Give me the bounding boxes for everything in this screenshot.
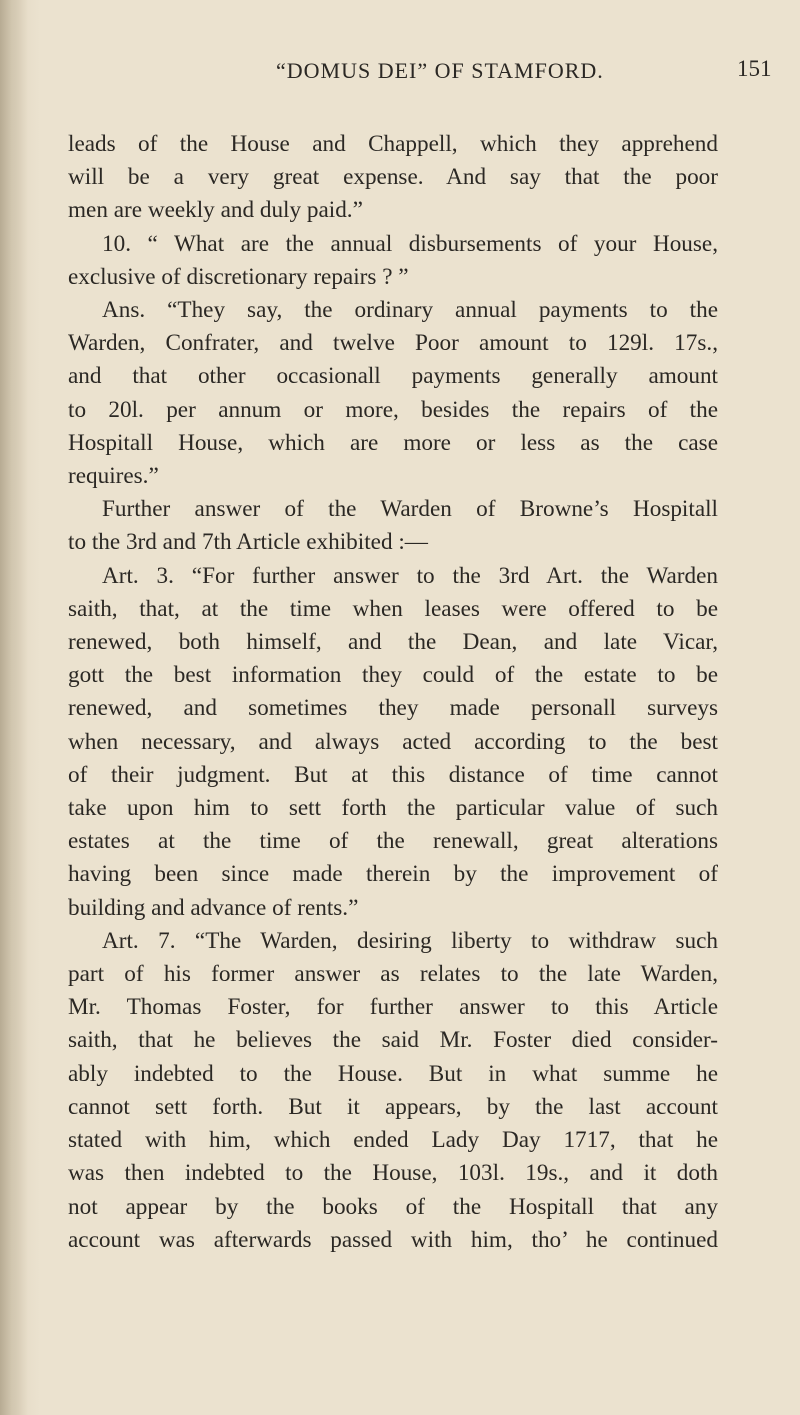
text-line: when necessary, and always acted according to the best <box>68 728 718 755</box>
text-line: cannot sett forth. But it appears, by the last account <box>68 1093 718 1120</box>
text-line: Warden, Confrater, and twelve Poor amount to 129l. 17s., <box>68 330 718 357</box>
text-line: of their judgment. But at this distance of time cannot <box>68 761 718 788</box>
text-line: Further answer of the Warden of Browne’s Hospitall <box>102 496 718 523</box>
text-line: saith, that, at the time when leases were offered to be <box>68 595 718 622</box>
text-line: Art. 3. “For further answer to the 3rd Art. the Warden <box>102 562 718 589</box>
body-text <box>68 128 718 1257</box>
text-line: ably indebted to the House. But in what summe he <box>68 1060 718 1087</box>
text-line: renewed, and sometimes they made personall surveys <box>68 695 718 722</box>
text-line: exclusive of discretionary repairs ? ” <box>68 263 409 290</box>
text-line: gott the best information they could of the estate to be <box>68 662 718 689</box>
running-head-title: “DOMUS DEI” OF STAMFORD. <box>276 58 604 83</box>
text-line: will be a very great expense. And say that the poor <box>68 164 718 191</box>
text-line: stated with him, which ended Lady Day 1717, that he <box>68 1127 718 1154</box>
text-line: men are weekly and duly paid.” <box>68 197 363 224</box>
text-line: building and advance of rents.” <box>68 894 359 921</box>
text-line: Mr. Thomas Foster, for further answer to this Article <box>68 994 718 1021</box>
text-line: leads of the House and Chappell, which they apprehend <box>68 131 718 157</box>
text-line: to the 3rd and 7th Article exhibited :— <box>68 529 428 556</box>
binding-gutter <box>0 0 28 1415</box>
text-line: Hospitall House, which are more or less as the case <box>68 429 718 456</box>
text-line: having been since made therein by the improvement of <box>68 861 718 888</box>
text-line: and that other occasionall payments generally amount <box>68 363 718 390</box>
text-line: requires.” <box>68 463 159 490</box>
text-line: take upon him to sett forth the particular value of such <box>68 795 718 822</box>
text-line: Ans. “They say, the ordinary annual payments to the <box>102 297 718 324</box>
text-line: was then indebted to the House, 103l. 19s., and it doth <box>68 1160 718 1187</box>
text-line: saith, that he believes the said Mr. Foster died consider- <box>68 1027 718 1054</box>
text-line: estates at the time of the renewall, great alterations <box>68 828 718 855</box>
text-line: 10. “ What are the annual disbursements of your House, <box>102 230 718 257</box>
text-line: part of his former answer as relates to the late Warden, <box>68 961 718 988</box>
text-line: not appear by the books of the Hospitall that any <box>68 1193 718 1220</box>
text-line: account was afterwards passed with him, tho’ he continued <box>68 1226 718 1253</box>
text-line: renewed, both himself, and the Dean, and late Vicar, <box>68 629 718 656</box>
text-line: Art. 7. “The Warden, desiring liberty to withdraw such <box>102 927 718 954</box>
text-line: to 20l. per annum or more, besides the repairs of the <box>68 396 718 423</box>
page-number: 151 <box>737 56 772 81</box>
